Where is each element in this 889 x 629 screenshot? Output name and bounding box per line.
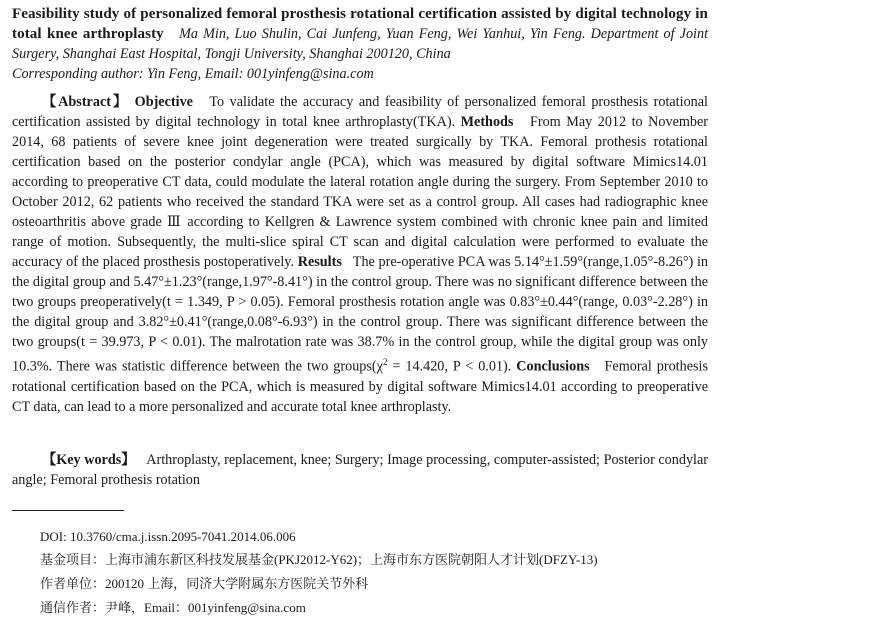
doi-line: DOI: 10.3760/cma.j.issn.2095-7041.2014.06.006: [40, 529, 296, 544]
author-affiliation: Department of Joint Surgery, Shanghai East Hospital, Tongji University, Shanghai 200120, China: [12, 26, 709, 62]
objective-text: To validate the accuracy and feasibility of personalized femoral prosthesis rotational certification assisted by digital technology in total knee arthroplasty(TKA).: [12, 94, 708, 130]
footnote-divider: [12, 510, 124, 511]
chi-square-superscript: 2: [382, 357, 388, 367]
paper-title: Feasibility study of personalized femoral prosthesis rotational certification assisted by digital technology in total knee arthroplasty: [12, 6, 708, 42]
corresponding-author: Corresponding author: Yin Feng, Email: 001yinfeng@sina.com: [12, 66, 374, 82]
conclusions-label: Conclusions: [516, 358, 590, 375]
unit-line: 作者单位：200120 上海，同济大学附属东方医院关节外科: [40, 576, 369, 591]
results-label: Results: [297, 254, 342, 270]
keywords-label: 【Key words】: [42, 452, 136, 468]
conclusions-text: Femoral prothesis rotational certification based on the PCA, which is measured by digital software Mimics14.01 according to preoperative CT data, can lead to a more personalized and accurate total knee arthroplasty.: [12, 358, 708, 415]
objective-label: Objective: [134, 94, 193, 110]
keywords: [12, 450, 708, 490]
methods-label: Methods: [460, 114, 514, 130]
fund-line: 基金项目：上海市浦东新区科技发展基金(PKJ2012-Y62)；上海市东方医院朝阳人才计划(DFZY-13): [40, 552, 598, 567]
author-list: Ma Min, Luo Shulin, Cai Junfeng, Yuan Feng, Wei Yanhui, Yin Feng.: [179, 26, 586, 42]
abstract: [12, 92, 708, 417]
results-text: The pre-operative PCA was 5.14°±1.59°(range,1.05°-8.26°) in the digital group and 5.47°±1.23°(range,1.97°-8.41°) in the control group. There was no significant difference between the two groups preoperatively(t = 1.349, P > 0.05). Femoral prosthesis rotation angle was 0.83°±0.44°(range, 0.03°-2.28°) in the digital group and 3.82°±0.41°(range,0.08°-6.93°) in the control group. There was significant difference between the two groups(t = 39.973, P < 0.01). The malrotation rate was 38.7% in the control group, while the digital group was only 10.3%. There was statistic difference between the two groups(χ: [12, 254, 708, 375]
keywords-text: Arthroplasty, replacement, knee; Surgery; Image processing, computer-assisted; Posterior condylar angle; Femoral prothesis rotation: [12, 452, 709, 488]
methods-text: From May 2012 to November 2014, 68 patients of severe knee joint degeneration were treated surgically by TKA. Femoral prothesis rotational certification based on the posterior condylar angle (PCA), which was measured by digital software Mimics14.01 according to preoperative CT data, could modulate the lateral rotation angle during the surgery. From September 2010 to October 2012, 62 patients who received the standard TKA were set as a control group. All cases had radiographic knee osteoarthritis above grade Ⅲ according to Kellgren & Lawrence system combined with chronic knee pain and limited range of motion. Subsequently, the multi-slice spiral CT scan and digital calculation were performed to evaluate the accuracy of the placed prosthesis postoperatively.: [12, 114, 709, 270]
corresponding-line: 通信作者：尹峰，Email：001yinfeng@sina.com: [40, 600, 306, 615]
results-text-end: = 14.420, P < 0.01).: [387, 358, 512, 375]
abstract-label: 【Abstract】: [42, 94, 130, 110]
paper-header: [12, 4, 708, 84]
